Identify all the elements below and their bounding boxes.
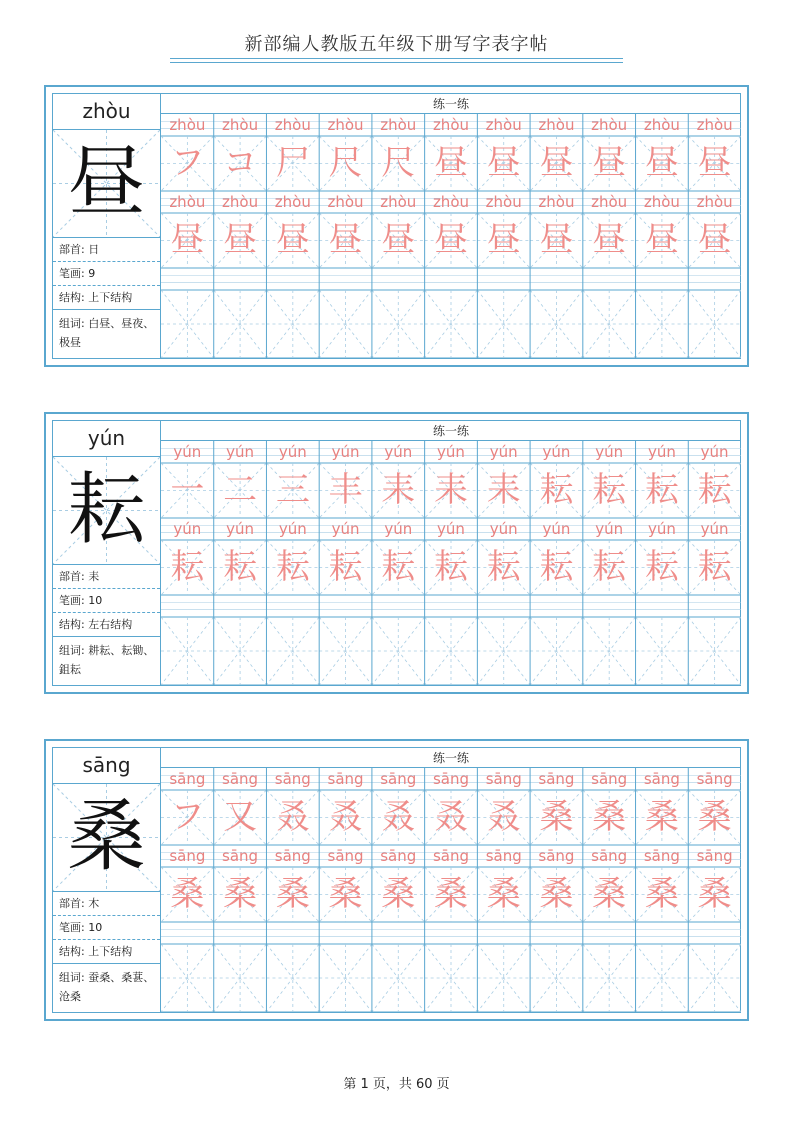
trace-pinyin: sāng: [643, 770, 680, 788]
trace-character: 昼: [644, 220, 679, 260]
trace-pinyin: zhòu: [380, 193, 417, 211]
stroke-order-character: 桑: [697, 797, 732, 837]
stroke-order-character: 桑: [539, 797, 574, 837]
radical-label: 部首: 日: [53, 238, 160, 262]
document-title: 新部编人教版五年级下册写字表字帖: [244, 34, 549, 55]
stroke-order-character: 二: [223, 470, 258, 510]
radical-label: 部首: 木: [53, 892, 160, 916]
trace-character: 耘: [644, 547, 679, 587]
stroke-order-character: 叒: [328, 797, 363, 837]
trace-character: 桑: [644, 874, 679, 914]
trace-pinyin: yún: [226, 443, 255, 461]
trace-pinyin: sāng: [485, 770, 522, 788]
trace-pinyin: sāng: [380, 770, 417, 788]
trace-pinyin: zhòu: [538, 193, 575, 211]
card-frame: [52, 747, 741, 1013]
trace-pinyin: yún: [700, 443, 729, 461]
trace-character: 耘: [592, 547, 627, 587]
trace-pinyin: yún: [173, 443, 202, 461]
trace-pinyin: yún: [331, 443, 360, 461]
trace-character: 昼: [275, 220, 310, 260]
main-pinyin: zhòu: [53, 94, 160, 130]
trace-pinyin: zhòu: [643, 193, 680, 211]
main-character: 耘: [67, 465, 146, 555]
main-character-box: [53, 784, 160, 892]
trace-pinyin: yún: [278, 520, 307, 538]
trace-pinyin: sāng: [538, 847, 575, 865]
trace-pinyin: zhòu: [538, 116, 575, 134]
practice-grid: [161, 94, 741, 358]
trace-pinyin: zhòu: [485, 193, 522, 211]
trace-character: 桑: [275, 874, 310, 914]
words-label: 组词: 蚕桑、桑葚、沧桑: [59, 971, 155, 1003]
stroke-order-character: 桑: [644, 797, 679, 837]
main-pinyin: yún: [53, 421, 160, 457]
stroke-order-character: 昼: [697, 143, 732, 183]
trace-pinyin: yún: [384, 443, 413, 461]
trace-pinyin: sāng: [591, 847, 628, 865]
stroke-order-character: 耘: [539, 470, 574, 510]
trace-character: 耘: [275, 547, 310, 587]
stroke-order-character: コ: [223, 143, 258, 183]
practice-grid: [161, 748, 741, 1012]
trace-pinyin: zhòu: [591, 116, 628, 134]
trace-pinyin: sāng: [169, 770, 206, 788]
trace-pinyin: yún: [489, 443, 518, 461]
trace-pinyin: yún: [542, 443, 571, 461]
radical-label: 部首: 耒: [53, 565, 160, 589]
trace-character: 桑: [539, 874, 574, 914]
trace-pinyin: sāng: [327, 770, 364, 788]
trace-character: 桑: [328, 874, 363, 914]
trace-character: 耘: [486, 547, 521, 587]
trace-pinyin: zhòu: [696, 193, 733, 211]
stroke-order-character: 一: [170, 470, 205, 510]
trace-pinyin: zhòu: [643, 116, 680, 134]
trace-pinyin: zhòu: [432, 116, 470, 134]
character-card: [44, 85, 749, 367]
trace-pinyin: yún: [173, 520, 202, 538]
trace-character: 桑: [223, 874, 258, 914]
stroke-count-label: 笔画: 9: [53, 262, 160, 286]
character-card: [44, 412, 749, 694]
trace-character: 昼: [697, 220, 732, 260]
stroke-order-character: 尸: [275, 143, 310, 183]
character-card: [44, 739, 749, 1021]
stroke-order-character: 叒: [486, 797, 521, 837]
main-pinyin: sāng: [53, 748, 160, 784]
trace-character: 昼: [592, 220, 627, 260]
trace-pinyin: yún: [647, 443, 676, 461]
trace-character: 昼: [328, 220, 363, 260]
character-info: [53, 748, 161, 1012]
character-info: [53, 421, 161, 685]
trace-pinyin: sāng: [380, 847, 417, 865]
trace-pinyin: yún: [226, 520, 255, 538]
card-frame: [52, 420, 741, 686]
practice-header: 练一练: [161, 748, 741, 768]
stroke-order-character: 耘: [697, 470, 732, 510]
stroke-order-character: フ: [170, 143, 205, 183]
trace-pinyin: sāng: [274, 770, 311, 788]
stroke-order-character: 叒: [381, 797, 416, 837]
trace-pinyin: sāng: [538, 770, 575, 788]
structure-label: 结构: 上下结构: [53, 286, 160, 310]
stroke-order-character: 尺: [328, 143, 363, 183]
trace-character: 耘: [170, 547, 205, 587]
trace-pinyin: sāng: [485, 847, 522, 865]
trace-pinyin: zhòu: [169, 193, 206, 211]
trace-character: 昼: [223, 220, 258, 260]
trace-pinyin: yún: [595, 443, 624, 461]
page-footer: 第 1 页，共 60 页: [343, 1077, 450, 1092]
trace-pinyin: sāng: [222, 847, 259, 865]
words-label: 组词: 耕耘、耘锄、鉏耘: [59, 644, 155, 676]
trace-character: 桑: [592, 874, 627, 914]
trace-pinyin: zhòu: [327, 116, 364, 134]
stroke-order-character: 耒: [433, 470, 468, 510]
trace-pinyin: sāng: [696, 770, 733, 788]
trace-pinyin: zhòu: [380, 116, 417, 134]
trace-character: 桑: [486, 874, 521, 914]
title-rule: [170, 62, 623, 63]
trace-character: 昼: [381, 220, 416, 260]
trace-character: 耘: [697, 547, 732, 587]
stroke-order-character: 耘: [592, 470, 627, 510]
trace-pinyin: sāng: [591, 770, 628, 788]
card-frame: [52, 93, 741, 359]
trace-character: 耘: [328, 547, 363, 587]
trace-pinyin: zhòu: [274, 193, 311, 211]
stroke-count-label: 笔画: 10: [53, 916, 160, 940]
title-rule: [170, 58, 623, 59]
trace-pinyin: yún: [647, 520, 676, 538]
words-label: 组词: 白昼、昼夜、极昼: [59, 317, 155, 349]
trace-pinyin: zhòu: [222, 193, 259, 211]
trace-pinyin: sāng: [327, 847, 364, 865]
trace-pinyin: zhòu: [591, 193, 628, 211]
stroke-order-character: 叒: [275, 797, 310, 837]
practice-header: 练一练: [161, 94, 741, 114]
trace-pinyin: sāng: [432, 847, 469, 865]
main-character-box: [53, 457, 160, 565]
stroke-order-character: 昼: [644, 143, 679, 183]
stroke-order-character: 丰: [328, 470, 363, 510]
stroke-order-character: 耒: [381, 470, 416, 510]
stroke-order-character: 又: [223, 797, 258, 837]
trace-pinyin: zhòu: [274, 116, 311, 134]
trace-pinyin: yún: [278, 443, 307, 461]
trace-character: 桑: [170, 874, 205, 914]
trace-pinyin: sāng: [432, 770, 469, 788]
stroke-order-character: 耒: [486, 470, 521, 510]
stroke-order-character: フ: [170, 797, 205, 837]
trace-pinyin: yún: [489, 520, 518, 538]
trace-pinyin: yún: [384, 520, 413, 538]
trace-character: 耘: [223, 547, 258, 587]
trace-pinyin: zhòu: [696, 116, 733, 134]
stroke-order-character: 三: [275, 470, 310, 510]
trace-pinyin: yún: [437, 443, 465, 461]
trace-pinyin: sāng: [696, 847, 733, 865]
practice-grid: [161, 421, 741, 685]
stroke-order-character: 尺: [381, 143, 416, 183]
stroke-count-label: 笔画: 10: [53, 589, 160, 613]
character-info: [53, 94, 161, 358]
trace-pinyin: sāng: [274, 847, 311, 865]
trace-pinyin: zhòu: [169, 116, 206, 134]
trace-pinyin: yún: [331, 520, 360, 538]
trace-character: 耘: [381, 547, 416, 587]
trace-pinyin: zhòu: [222, 116, 259, 134]
trace-pinyin: yún: [595, 520, 624, 538]
structure-label: 结构: 左右结构: [53, 613, 160, 637]
practice-header: 练一练: [161, 421, 741, 441]
stroke-order-character: 昼: [539, 143, 574, 183]
trace-character: 耘: [433, 547, 468, 587]
trace-character: 昼: [433, 220, 468, 260]
trace-character: 昼: [170, 220, 205, 260]
trace-pinyin: yún: [437, 520, 465, 538]
trace-pinyin: zhòu: [327, 193, 364, 211]
stroke-order-character: 叒: [433, 797, 468, 837]
structure-label: 结构: 上下结构: [53, 940, 160, 964]
trace-pinyin: sāng: [169, 847, 206, 865]
trace-character: 昼: [539, 220, 574, 260]
main-character: 昼: [67, 138, 146, 228]
main-character: 桑: [67, 792, 146, 882]
trace-pinyin: sāng: [222, 770, 259, 788]
trace-pinyin: zhòu: [485, 116, 522, 134]
trace-character: 桑: [381, 874, 416, 914]
stroke-order-character: 桑: [592, 797, 627, 837]
trace-character: 桑: [697, 874, 732, 914]
stroke-order-character: 昼: [486, 143, 521, 183]
stroke-order-character: 昼: [433, 143, 468, 183]
main-character-box: [53, 130, 160, 238]
trace-character: 昼: [486, 220, 521, 260]
stroke-order-character: 昼: [592, 143, 627, 183]
trace-character: 耘: [539, 547, 574, 587]
trace-pinyin: yún: [700, 520, 729, 538]
stroke-order-character: 耘: [644, 470, 679, 510]
trace-pinyin: yún: [542, 520, 571, 538]
trace-pinyin: sāng: [643, 847, 680, 865]
trace-pinyin: zhòu: [432, 193, 470, 211]
trace-character: 桑: [433, 874, 468, 914]
